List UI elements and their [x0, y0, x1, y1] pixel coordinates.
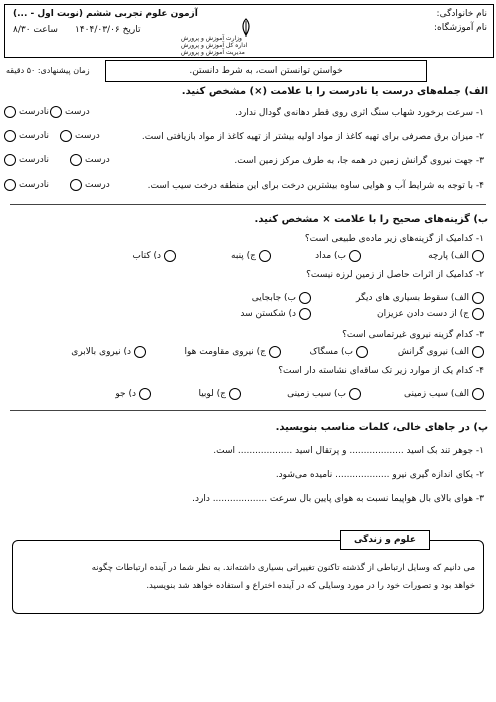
- circle-icon: [349, 388, 361, 400]
- true-option-1[interactable]: درست: [50, 106, 90, 118]
- circle-icon: [299, 308, 311, 320]
- section-a-question-3: ۳- جهت نیروی گرانش زمین در همه جا، به طرف مرکز زمین است.: [234, 156, 484, 166]
- true-option-4[interactable]: درست: [70, 179, 110, 191]
- section-c-title: پ) در جاهای خالی، کلمات مناسب بنویسید.: [275, 422, 488, 433]
- school-label: نام آموزشگاه:: [434, 23, 487, 33]
- q4-option-b[interactable]: ب) سیب زمینی: [287, 388, 361, 400]
- circle-icon: [139, 388, 151, 400]
- name-label: نام خانوادگی:: [436, 9, 487, 19]
- circle-icon: [472, 292, 484, 304]
- circle-icon: [50, 106, 62, 118]
- life-box-title: علوم و زندگی: [340, 530, 430, 550]
- life-box-text-2: خواهد بود و تصورات خود را در مورد وسایلی که در آینده اختراع و استفاده خواهد شد بنویسید.: [146, 581, 475, 591]
- circle-icon: [356, 346, 368, 358]
- section-c-question-2[interactable]: ۲- یکای اندازه گیری نیرو ................... نامیده می‌شود.: [275, 470, 484, 480]
- circle-icon: [4, 130, 16, 142]
- life-box-text-1: می دانیم که وسایل ارتباطی از گذشته تاکنون تغییراتی بسیاری داشته‌اند. به نظر شما در آینده ارتباطات چگونه: [91, 563, 475, 573]
- circle-icon: [472, 250, 484, 262]
- q2-option-d[interactable]: د) شکستن سد: [240, 308, 311, 320]
- section-b-question-3: ۳- کدام گزینه نیروی غیرتماسی است؟: [342, 330, 484, 340]
- q3-option-a[interactable]: الف) نیروی گرانش: [398, 346, 484, 358]
- q4-option-c[interactable]: ج) لوبیا: [198, 388, 241, 400]
- section-b-question-4: ۴- کدام یک از موارد زیر تک ساقه‌ای نشاسته دار است؟: [278, 366, 484, 376]
- true-option-3[interactable]: درست: [70, 154, 110, 166]
- section-c-question-1[interactable]: ۱- جوهر تند بک اسید ................... و پرتقال اسید ................... است.: [213, 446, 484, 456]
- life-box: [12, 540, 484, 614]
- q4-option-a[interactable]: الف) سیب زمینی: [404, 388, 484, 400]
- circle-icon: [229, 388, 241, 400]
- circle-icon: [472, 388, 484, 400]
- ministry-line-1: وزارت آموزش و پرورش: [181, 35, 242, 42]
- q4-option-d[interactable]: د) جو: [115, 388, 151, 400]
- q1-option-d[interactable]: د) کتاب: [132, 250, 176, 262]
- circle-icon: [60, 130, 72, 142]
- section-c-question-3[interactable]: ۳- هوای بالای بال هواپیما نسبت به هوای پایین بال سرعت ................... دارد.: [192, 494, 484, 504]
- q3-option-d[interactable]: د) نیروی بالابری: [71, 346, 146, 358]
- q3-option-b[interactable]: ب) مسگاک: [310, 346, 368, 358]
- circle-icon: [299, 292, 311, 304]
- circle-icon: [349, 250, 361, 262]
- circle-icon: [164, 250, 176, 262]
- circle-icon: [70, 179, 82, 191]
- duration-label: زمان پیشنهادی: ۵۰ دقیقه: [6, 66, 90, 75]
- circle-icon: [4, 154, 16, 166]
- divider: [10, 410, 486, 411]
- circle-icon: [4, 106, 16, 118]
- q1-option-b[interactable]: ب) مداد: [315, 250, 361, 262]
- false-option-1[interactable]: نادرست: [4, 106, 49, 118]
- section-a-title: الف) جمله‌های درست یا نادرست را با علامت (×) مشخص کنید.: [181, 86, 488, 97]
- exam-date: تاریخ ۱۴۰۴/۰۳/۰۶: [75, 25, 141, 35]
- circle-icon: [70, 154, 82, 166]
- section-b-question-2: ۲- کدامیک از اثرات حاصل از زمین لرزه نیست؟: [306, 270, 484, 280]
- circle-icon: [269, 346, 281, 358]
- circle-icon: [259, 250, 271, 262]
- section-b-question-1: ۱- کدامیک از گزینه‌های زیر ماده‌ی طبیعی است؟: [304, 234, 484, 244]
- motto: خواستن توانستن است، به شرط دانستن.: [105, 60, 427, 82]
- circle-icon: [4, 179, 16, 191]
- false-option-4[interactable]: نادرست: [4, 179, 49, 191]
- ministry-line-2: اداره کل آموزش و پرورش: [181, 42, 248, 49]
- q1-option-a[interactable]: الف) پارچه: [428, 250, 484, 262]
- circle-icon: [472, 346, 484, 358]
- section-b-title: ب) گزینه‌های صحیح را با علامت × مشخص کنید.: [254, 214, 488, 225]
- emblem-icon: [235, 17, 257, 39]
- ministry-line-3: مدیریت آموزش و پرورش: [181, 49, 245, 56]
- true-option-2[interactable]: درست: [60, 130, 100, 142]
- exam-header: [4, 4, 494, 58]
- exam-title: آزمون علوم تجربی ششم (نوبت اول - ...): [13, 9, 198, 19]
- q2-option-a[interactable]: الف) سقوط بسیاری های دیگر: [356, 292, 484, 304]
- circle-icon: [134, 346, 146, 358]
- false-option-2[interactable]: نادرست: [4, 130, 49, 142]
- divider: [10, 204, 486, 205]
- q2-option-c[interactable]: ج) از دست دادن عزیزان: [377, 308, 484, 320]
- section-a-question-1: ۱- سرعت برخورد شهاب سنگ اثری روی قطر دهانه‌ی گودال ندارد.: [235, 108, 484, 118]
- false-option-3[interactable]: نادرست: [4, 154, 49, 166]
- section-a-question-2: ۲- میزان برق مصرفی برای تهیه کاغذ از مواد اولیه بیشتر از تهیه کاغذ از مواد بازیافتی است.: [141, 132, 484, 142]
- circle-icon: [472, 308, 484, 320]
- q2-option-b[interactable]: ب) جابجایی: [252, 292, 311, 304]
- q3-option-c[interactable]: ج) نیروی مقاومت هوا: [185, 346, 282, 358]
- section-a-question-4: ۴- با توجه به شرایط آب و هوایی ساوه بیشترین درخت برای این منطقه درخت سیب است.: [147, 181, 484, 191]
- exam-time: ساعت ۸/۳۰: [13, 25, 58, 35]
- q1-option-c[interactable]: ج) پنبه: [231, 250, 271, 262]
